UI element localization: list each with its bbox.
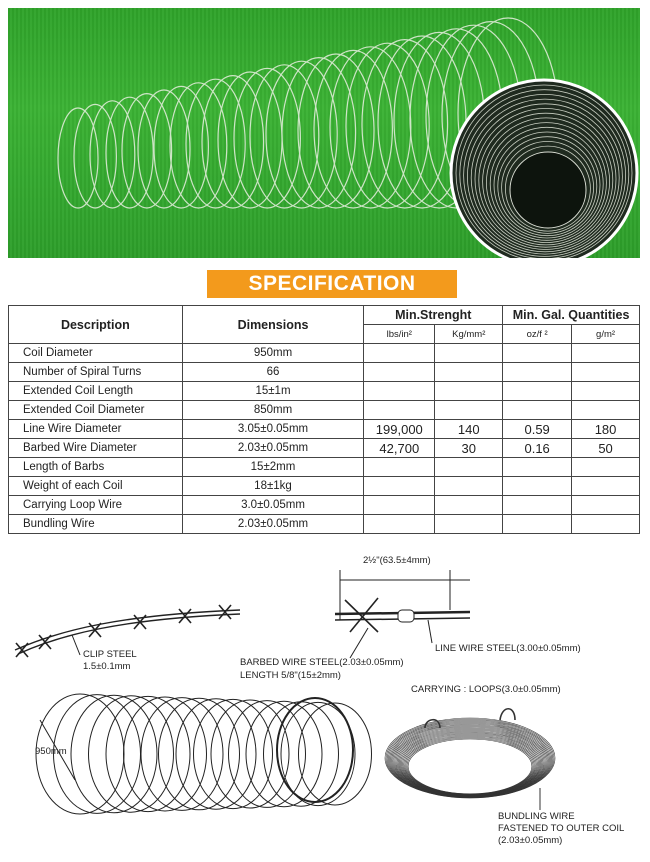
specification-banner: SPECIFICATION <box>207 270 457 298</box>
row-strength-kg: 30 <box>435 439 503 458</box>
row-strength-kg <box>435 496 503 515</box>
row-description: Extended Coil Length <box>9 382 183 401</box>
table-row <box>9 363 640 382</box>
coil-drawing-loop <box>194 699 273 808</box>
photo-coil-loop <box>250 65 319 208</box>
row-description: Coil Diameter <box>9 344 183 363</box>
row-strength-lbs <box>364 477 435 496</box>
col-min-strength: Min.Strenght <box>364 306 503 325</box>
photo-coil-loop <box>58 108 98 208</box>
row-strength-lbs: 42,700 <box>364 439 435 458</box>
row-description: Line Wire Diameter <box>9 420 183 439</box>
row-gal-gm <box>572 401 640 420</box>
carrying-loop <box>500 709 515 720</box>
table-row <box>9 477 640 496</box>
unit-gm: g/m² <box>572 325 640 344</box>
row-strength-lbs <box>364 344 435 363</box>
coil-diameter-label: 950mm <box>35 746 67 757</box>
unit-oz: oz/f ² <box>503 325 572 344</box>
row-dimension: 18±1kg <box>182 477 364 496</box>
row-description: Number of Spiral Turns <box>9 363 183 382</box>
coil-drawing-loop <box>89 696 174 812</box>
barbed-wire-label: BARBED WIRE STEEL(2.03±0.05mm) <box>240 657 404 668</box>
row-strength-kg <box>435 382 503 401</box>
row-gal-oz <box>503 382 572 401</box>
clip-steel-label: CLIP STEEL <box>83 649 137 660</box>
row-strength-kg <box>435 515 503 534</box>
row-strength-kg <box>435 477 503 496</box>
row-strength-lbs <box>364 382 435 401</box>
row-description: Carrying Loop Wire <box>9 496 183 515</box>
row-gal-gm <box>572 382 640 401</box>
row-dimension: 15±2mm <box>182 458 364 477</box>
row-gal-gm <box>572 344 640 363</box>
bundle-wrap <box>408 739 532 794</box>
row-strength-kg <box>435 458 503 477</box>
row-description: Weight of each Coil <box>9 477 183 496</box>
row-strength-lbs <box>364 401 435 420</box>
row-description: Barbed Wire Diameter <box>9 439 183 458</box>
unit-kg: Kg/mm² <box>435 325 503 344</box>
row-dimension: 3.0±0.05mm <box>182 496 364 515</box>
coil-drawing-end <box>277 698 353 802</box>
row-dimension: 850mm <box>182 401 364 420</box>
photo-coil-loop <box>202 76 264 208</box>
technical-drawings <box>0 540 650 862</box>
row-gal-oz <box>503 496 572 515</box>
row-dimension: 2.03±0.05mm <box>182 439 364 458</box>
photo-coil-loop <box>186 79 245 208</box>
row-gal-oz <box>503 401 572 420</box>
row-dimension: 950mm <box>182 344 364 363</box>
bundling-wire-label: BUNDLING WIRE <box>498 811 575 822</box>
coil-drawing-loop <box>299 703 372 805</box>
photo-coil-loop <box>234 68 300 208</box>
row-strength-kg: 140 <box>435 420 503 439</box>
clip-steel-size: 1.5±0.1mm <box>83 661 131 672</box>
carrying-loops-label: CARRYING : LOOPS(3.0±0.05mm) <box>411 684 561 695</box>
row-gal-gm <box>572 458 640 477</box>
photo-coil-loop <box>314 50 392 208</box>
row-gal-oz <box>503 477 572 496</box>
col-dimensions: Dimensions <box>182 306 364 344</box>
row-strength-lbs: 199,000 <box>364 420 435 439</box>
razor-coil-photo <box>8 8 640 258</box>
table-row <box>9 420 640 439</box>
row-gal-gm <box>572 496 640 515</box>
barb-spacing-label: 2½"(63.5±4mm) <box>363 555 431 566</box>
row-description: Bundling Wire <box>9 515 183 534</box>
bundling-fastened-label: FASTENED TO OUTER COIL <box>498 823 625 834</box>
row-gal-gm: 50 <box>572 439 640 458</box>
barb-length-label: LENGTH 5/8"(15±2mm) <box>240 670 341 681</box>
row-gal-gm: 180 <box>572 420 640 439</box>
coil-drawing-loop <box>159 698 240 810</box>
coil-drawing <box>36 694 372 814</box>
row-dimension: 2.03±0.05mm <box>182 515 364 534</box>
row-gal-oz: 0.16 <box>503 439 572 458</box>
row-description: Extended Coil Diameter <box>9 401 183 420</box>
row-gal-oz <box>503 515 572 534</box>
coil-drawing-loop <box>106 696 190 811</box>
coil-drawing-loop <box>71 695 157 813</box>
row-strength-lbs <box>364 515 435 534</box>
row-strength-lbs <box>364 496 435 515</box>
row-strength-kg <box>435 401 503 420</box>
coil-drawing-loop <box>124 697 207 811</box>
row-strength-kg <box>435 363 503 382</box>
coil-drawing-loop <box>229 701 306 808</box>
table-row <box>9 382 640 401</box>
unit-lbs: lbs/in² <box>364 325 435 344</box>
table-row <box>9 515 640 534</box>
photo-coil-loop <box>330 47 411 208</box>
bundle-drawing <box>385 709 555 810</box>
coil-end-closeup <box>451 80 637 258</box>
row-strength-lbs <box>364 458 435 477</box>
row-strength-lbs <box>364 363 435 382</box>
table-row <box>9 439 640 458</box>
table-row <box>9 496 640 515</box>
row-gal-gm <box>572 515 640 534</box>
col-min-gal: Min. Gal. Quantities <box>503 306 640 325</box>
specification-table <box>8 305 640 534</box>
row-description: Length of Barbs <box>9 458 183 477</box>
row-gal-oz <box>503 363 572 382</box>
row-dimension: 66 <box>182 363 364 382</box>
row-dimension: 15±1m <box>182 382 364 401</box>
row-strength-kg <box>435 344 503 363</box>
product-photo <box>8 8 640 258</box>
table-row <box>9 344 640 363</box>
row-gal-oz <box>503 458 572 477</box>
bundling-size-label: (2.03±0.05mm) <box>498 835 563 846</box>
photo-coil-loop <box>138 90 190 208</box>
coil-drawing-loop <box>264 702 339 806</box>
row-gal-oz: 0.59 <box>503 420 572 439</box>
row-gal-gm <box>572 477 640 496</box>
table-row <box>9 458 640 477</box>
coil-drawing-loop <box>176 699 256 809</box>
line-wire-label: LINE WIRE STEEL(3.00±0.05mm) <box>435 643 581 654</box>
row-dimension: 3.05±0.05mm <box>182 420 364 439</box>
coil-drawing-loop <box>246 701 322 807</box>
row-gal-oz <box>503 344 572 363</box>
table-row <box>9 401 640 420</box>
row-gal-gm <box>572 363 640 382</box>
col-description: Description <box>9 306 183 344</box>
